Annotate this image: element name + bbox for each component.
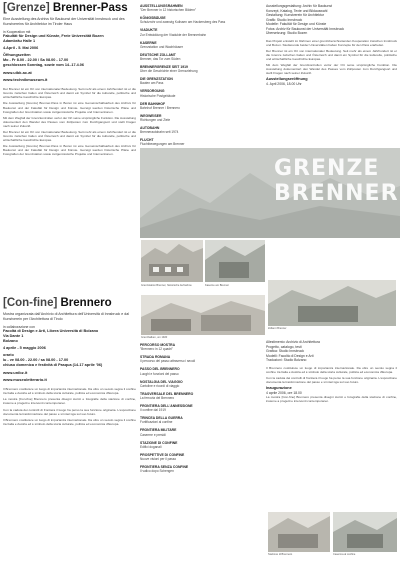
mid-top-item bbox=[140, 126, 263, 134]
caption-6: Caserma al confine bbox=[333, 553, 356, 556]
mid-bottom-item-sub: Luoghi e funzioni del passo bbox=[140, 371, 179, 376]
title-italian-word: Brennero bbox=[60, 297, 112, 309]
credit-it-2: Progetto, catalogo, testi bbox=[266, 344, 302, 349]
credit-it-3: Grafica: Studio Innsbruck bbox=[266, 349, 305, 353]
closed-italian: chiuso domenica e festività di Pasqua (14-17 aprile '06) bbox=[3, 363, 103, 368]
mid-bottom-item bbox=[140, 465, 263, 473]
opening-hours-german: Mo - Fr 8.00 - 22.00 / Sa 08.00 - 17.00 bbox=[3, 58, 69, 63]
mid-bottom-item-sub: La ferrovia del Brennero bbox=[140, 396, 175, 401]
photo-zollamt bbox=[268, 280, 396, 326]
mid-bottom-item bbox=[140, 404, 263, 412]
mid-top-item bbox=[140, 77, 263, 85]
mid-top-item-sub: Fluchtbewegungen am Brenner bbox=[140, 142, 185, 147]
loc-it-line-1: in collaborazione con bbox=[3, 324, 35, 329]
right-para-italian-3: La mostra [Con-fine] Brennero presenta disegni storici e fotografie della stazione di confine, insieme a progetti e interventi contemporanei. bbox=[266, 395, 397, 404]
section-german bbox=[3, 2, 136, 159]
mid-top-item-head: DIE GRENZSTATION bbox=[140, 77, 173, 82]
credit-it-5: Traduzioni: Studio Bolzano bbox=[266, 358, 307, 362]
mid-list-italian bbox=[140, 343, 263, 477]
mid-top-item-sub: "Der Brenner in 12 historischen Bildern" bbox=[140, 8, 197, 13]
mid-top-item-head: VIADUKTE bbox=[140, 28, 158, 33]
body-italian-3: Con la caduta dei controlli di frontiera il luogo ha perso la sua funzione originaria. L'esposizione documenta la trasformazione del passo e si interroga sul suo futuro. bbox=[3, 407, 136, 416]
body-italian-1: Il Brennero costituisce un luogo di importanza internazionale. Da oltre un secolo segna il confine tra Italia e Austria ed è simbolo della storia culturale, politica ed economica d'Europa. bbox=[3, 387, 136, 396]
mid-bottom-item-head: STAZIONE DI CONFINE bbox=[140, 440, 178, 445]
location-line-2: Fakultät für Design und Künste, Freie Universität Bozen bbox=[3, 34, 104, 39]
opening-label-italian: orario bbox=[3, 353, 14, 358]
mid-bottom-item bbox=[140, 441, 263, 449]
mid-bottom-item bbox=[140, 428, 263, 436]
credit-de-7: Übersetzung: Studio Bozen bbox=[266, 31, 308, 35]
mid-bottom-item-sub: Caserme e presidi bbox=[140, 432, 166, 437]
caption-1: Grenzstation Brenner, historische Aufnahme bbox=[141, 284, 192, 287]
mid-top-item-sub: Richtungen und Ziele bbox=[140, 118, 171, 123]
photo-grenzbalken bbox=[141, 295, 265, 335]
url-2-german[interactable]: www.technikmuseum.it bbox=[3, 77, 48, 83]
title-italian bbox=[3, 297, 136, 309]
credit-de-5: Modelle: Fakultät für Design und Künste bbox=[266, 22, 327, 26]
mid-top-item-sub: Über die Geschichte einer Grenzziehung bbox=[140, 69, 198, 74]
mid-top-item-head: AUTOBAHN bbox=[140, 126, 160, 131]
body-german-3: Mit dem Wegfall der Grenzkontrollen verlor der Ort seine ursprüngliche Funktion. Die Ausstellung dokumentiert den Wandel des Passes vom Zollposten zum Durchgangsort und stellt Fragen nach seiner Zukunft. bbox=[3, 115, 136, 128]
mid-bottom-item bbox=[140, 343, 263, 351]
credit-de-2: Konzept, Katalog, Texte und Bildauswahl bbox=[266, 8, 328, 13]
body-italian-4: Il Brennero costituisce un luogo di importanza internazionale. Da oltre un secolo segna il confine tra Italia e Austria ed è simbolo della storia culturale, politica ed economica d'Europa. bbox=[3, 417, 136, 426]
mid-top-item bbox=[140, 89, 263, 97]
credit-de-4: Grafik: Studio Innsbruck bbox=[266, 17, 303, 22]
right-para-german-3: Mit dem Wegfall der Grenzkontrollen verlor der Ort seine ursprüngliche Funktion. Die Ausstellung dokumentiert den Wandel des Passes vom Zollposten zum Durchgangsort und stellt Fragen nach seiner Zukunft. bbox=[266, 62, 397, 76]
mid-top-item-head: VERSORGUNG bbox=[140, 89, 165, 94]
mid-top-item bbox=[140, 114, 263, 122]
opening-event-it: Inaugurazione bbox=[266, 385, 292, 390]
loc-it-line-2: Facoltà di Design e Arti, Libera Università di Bolzano bbox=[3, 329, 99, 334]
credit-it-1: Allestimento: Archivio di Architettura bbox=[266, 340, 320, 344]
mid-top-item-sub: Grenzstation und Wachhäuser bbox=[140, 44, 183, 49]
right-credits-italian bbox=[266, 340, 397, 406]
mid-list-german bbox=[140, 4, 263, 163]
body-german-5: Die Ausstellung [Grenze] Brenner-Pass in Bozen ist eine Gemeinschaftsarbeit des Archivs für Baukunst und der Fakultät für Design und Künste. Gezeigt werden historische Pläne und Fotografien der Grenzstation sowie zeitgenössische Projekte und Interventionen. bbox=[3, 144, 136, 157]
title-german bbox=[3, 2, 136, 14]
url-1-german[interactable]: www.uibk.ac.at bbox=[3, 70, 32, 76]
body-german-1: Der Brenner ist ein Ort von internationaler Bedeutung. Seit mehr als einem Jahrhundert ist er die Grenze zwischen Italien und Österreich und damit ein Symbol für die kulturelle, politische und wirtschaftliche Geschichte Europas. bbox=[3, 87, 136, 100]
photo-kaserne bbox=[205, 240, 265, 282]
mid-bottom-item-sub: "Brennero in 12 quadri" bbox=[140, 347, 173, 352]
photo-caserma bbox=[333, 512, 397, 552]
location-line-1: in Kooperation mit bbox=[3, 29, 31, 34]
caption-4: Zollamt Brenner bbox=[268, 327, 287, 330]
right-para-german-2: Der Brenner ist ein Ort von internationaler Bedeutung. Seit mehr als einem Jahrhundert ist er die Grenze zwischen Italien und Österreich und damit ein Symbol für die kulturelle, politische und wirtschaftliche Geschichte Europas. bbox=[266, 48, 397, 61]
mid-top-item-sub: Brennerautobahn seit 1974 bbox=[140, 130, 179, 135]
mid-top-item-head: BRENNERGRENZE SEIT 1919 bbox=[140, 65, 188, 70]
mid-top-item-sub: Brenner, das Tor zum Süden bbox=[140, 57, 181, 62]
mid-top-item-sub: Zur Entwicklung der Viadukte der Brennerbahn bbox=[140, 32, 207, 37]
mid-bottom-item-head: PASSO DEL BRENNERO bbox=[140, 367, 180, 372]
mid-top-item bbox=[140, 102, 263, 110]
mid-bottom-item-sub: Il percorso del passo attraverso i secoli bbox=[140, 359, 196, 364]
mid-top-item bbox=[140, 53, 263, 61]
mid-top-item-head: KÖNIGSBÄUGE bbox=[140, 16, 166, 21]
mid-top-item bbox=[140, 4, 263, 12]
mid-top-item-head: KASERNE bbox=[140, 40, 157, 45]
photo-stazione bbox=[268, 512, 330, 552]
mid-top-item bbox=[140, 138, 263, 146]
location-line-3: Adambräu Halle 1 bbox=[3, 39, 36, 44]
mid-top-item-head: DEUTSCHE ZOLLAMT bbox=[140, 52, 176, 57]
credit-de-6: Fotos: Archiv für Baukunst der Universität Innsbruck bbox=[266, 26, 345, 31]
caption-5: Stazione di Brennero bbox=[268, 553, 293, 556]
opening-event-de: Ausstellungseröffnung bbox=[266, 77, 308, 82]
caption-2: Kaserne am Brenner bbox=[205, 284, 229, 287]
title-italian-bracket: [Con-fine] bbox=[3, 297, 58, 309]
banner-title: GRENZE BRENNER bbox=[274, 156, 399, 206]
title-german-bracket: [Grenze] bbox=[3, 2, 50, 14]
mid-bottom-item-sub: Il confine dal 1919 bbox=[140, 408, 166, 413]
mid-top-item-sub: Bahnhof Brenner / Brennero bbox=[140, 105, 180, 110]
mid-bottom-item-head: PROSPETTIVE DI CONFINE bbox=[140, 452, 185, 457]
mid-bottom-item-head: NOSTALGIA DEL VIAGGIO bbox=[140, 379, 183, 384]
opening-event-it-date: 4 aprile 2006, ore 18.00 bbox=[266, 390, 302, 395]
body-german-2: Die Ausstellung [Grenze] Brenner-Pass in Bozen ist eine Gemeinschaftsarbeit des Archivs für Baukunst und der Fakultät für Design und Künste. Gezeigt werden historische Pläne und Fotografien der Grenzstation sowie zeitgenössische Projekte und Interventionen. bbox=[3, 101, 136, 114]
mid-top-item-sub: Schutzrohr und zwanzig Kulissen am Hackersberg des Pass bbox=[140, 20, 226, 25]
mid-bottom-item bbox=[140, 416, 263, 424]
mid-top-item bbox=[140, 16, 263, 24]
body-german-4: Der Brenner ist ein Ort von internationaler Bedeutung. Seit mehr als einem Jahrhundert ist er die Grenze zwischen Italien und Österreich und damit ein Symbol für die kulturelle, politische und wirtschaftliche Geschichte Europas. bbox=[3, 130, 136, 143]
right-para-german: Das Projekt entsteht im Rahmen einer grenzüberschreitenden Kooperation zwischen Innsbruck und Bozen. Studierende beider Universitäten haben Konzepte für den Pass erarbeitet. bbox=[266, 38, 397, 47]
dates-german: 4.April - 5. Mai 2006 bbox=[3, 46, 39, 51]
photo-grenzstation bbox=[141, 240, 203, 282]
caption-3: Grenzbalken, um 1920 bbox=[141, 336, 168, 339]
mid-bottom-item bbox=[140, 355, 263, 363]
mid-top-item-sub: Bauten am Pass bbox=[140, 81, 164, 86]
opening-event-de-date: 4. April 2006, 18.00 Uhr bbox=[266, 82, 302, 87]
loc-it-line-3: Via Dante 1 bbox=[3, 334, 24, 339]
mid-bottom-item-sub: Il valico dopo Schengen bbox=[140, 469, 174, 474]
intro-german: Eine Ausstellung des Archivs für Baukunst der Universität Innsbruck und des Kunstvereins für Architektur im Tiroler Haus bbox=[3, 17, 125, 26]
mid-top-item-sub: Historische Postgebäude bbox=[140, 93, 176, 98]
right-para-italian-1: Il Brennero costituisce un luogo di importanza internazionale. Da oltre un secolo segna il confine tra Italia e Austria ed è simbolo della storia culturale, politica ed economica d'Europa. bbox=[266, 365, 397, 374]
mid-top-item-head: AUSSTELLUNGSRAHMEN bbox=[140, 4, 183, 8]
mid-bottom-item bbox=[140, 380, 263, 388]
opening-hours-italian: lu - ve 08.00 - 22.00 / sa 08.00 - 17.00 bbox=[3, 358, 69, 363]
mid-top-item bbox=[140, 41, 263, 49]
mid-bottom-item-head: FRONTIERA SENZA CONFINE bbox=[140, 465, 189, 470]
mid-bottom-item-head: PERCORSO MOSTRA bbox=[140, 343, 176, 347]
right-para-italian-2: Con la caduta dei controlli di frontiera il luogo ha perso la sua funzione originaria. L'esposizione documenta la trasformazione del passo e si interroga sul suo futuro. bbox=[266, 375, 397, 384]
credit-de-1: Ausstellungsgestaltung: Archiv für Baukunst bbox=[266, 4, 332, 8]
credit-it-4: Modelli: Facoltà di Design e Arti bbox=[266, 353, 314, 358]
credit-de-3: Gestaltung: Kunstverein für Architektur bbox=[266, 13, 325, 17]
mid-bottom-item bbox=[140, 392, 263, 400]
url-2-italian[interactable]: www.museoletterario.it bbox=[3, 377, 47, 383]
mid-top-item-head: FLUCHT bbox=[140, 138, 154, 143]
mid-bottom-item-head: FRONTIERA DELL'ANNESSIONE bbox=[140, 404, 193, 409]
loc-it-line-4: Bolzano bbox=[3, 339, 18, 344]
mid-bottom-item-sub: Cartoline e ricordi di viaggio bbox=[140, 383, 180, 388]
mid-bottom-item-head: TRINCEA DELLA GUERRA bbox=[140, 416, 183, 421]
mid-top-item-head: DER BAHNHOF bbox=[140, 101, 166, 106]
mid-bottom-item-head: FRONTIERA MILITARE bbox=[140, 428, 177, 433]
body-italian-2: La mostra [Con-fine] Brennero presenta disegni storici e fotografie della stazione di confine, insieme a progetti e interventi contemporanei. bbox=[3, 397, 136, 406]
mid-bottom-item-head: STRADA ROMANA bbox=[140, 355, 171, 360]
title-german-word: Brenner-Pass bbox=[52, 2, 128, 14]
intro-italian: Mostra organizzata dall'Archivio di Architettura dell'Università di Innsbruck e dal Kunstverein per l'Architettura di Tirolo bbox=[3, 312, 130, 321]
mid-bottom-item bbox=[140, 453, 263, 461]
mid-top-item-head: WEGWEISER bbox=[140, 113, 162, 118]
mid-bottom-item-sub: Fortificazioni al confine bbox=[140, 420, 173, 425]
url-1-italian[interactable]: www.unibz.it bbox=[3, 370, 28, 376]
mid-bottom-item-head: TRASVERSALE DEL BRENNERO bbox=[140, 391, 194, 396]
section-italian bbox=[3, 297, 136, 428]
mid-bottom-item bbox=[140, 367, 263, 375]
mid-bottom-item-sub: Nuove visioni per il passo bbox=[140, 457, 177, 462]
mid-top-item bbox=[140, 65, 263, 73]
mid-top-item bbox=[140, 28, 263, 36]
mid-bottom-item-sub: Edifici doganali bbox=[140, 444, 162, 449]
right-credits-german bbox=[266, 4, 397, 87]
closed-german: geschlossen Sonntag, sowie vom 14.-17.4.06 bbox=[3, 63, 85, 68]
dates-italian: 4 aprile - 5 maggio 2006 bbox=[3, 346, 46, 351]
opening-label-german: Öffnungszeiten bbox=[3, 53, 31, 58]
